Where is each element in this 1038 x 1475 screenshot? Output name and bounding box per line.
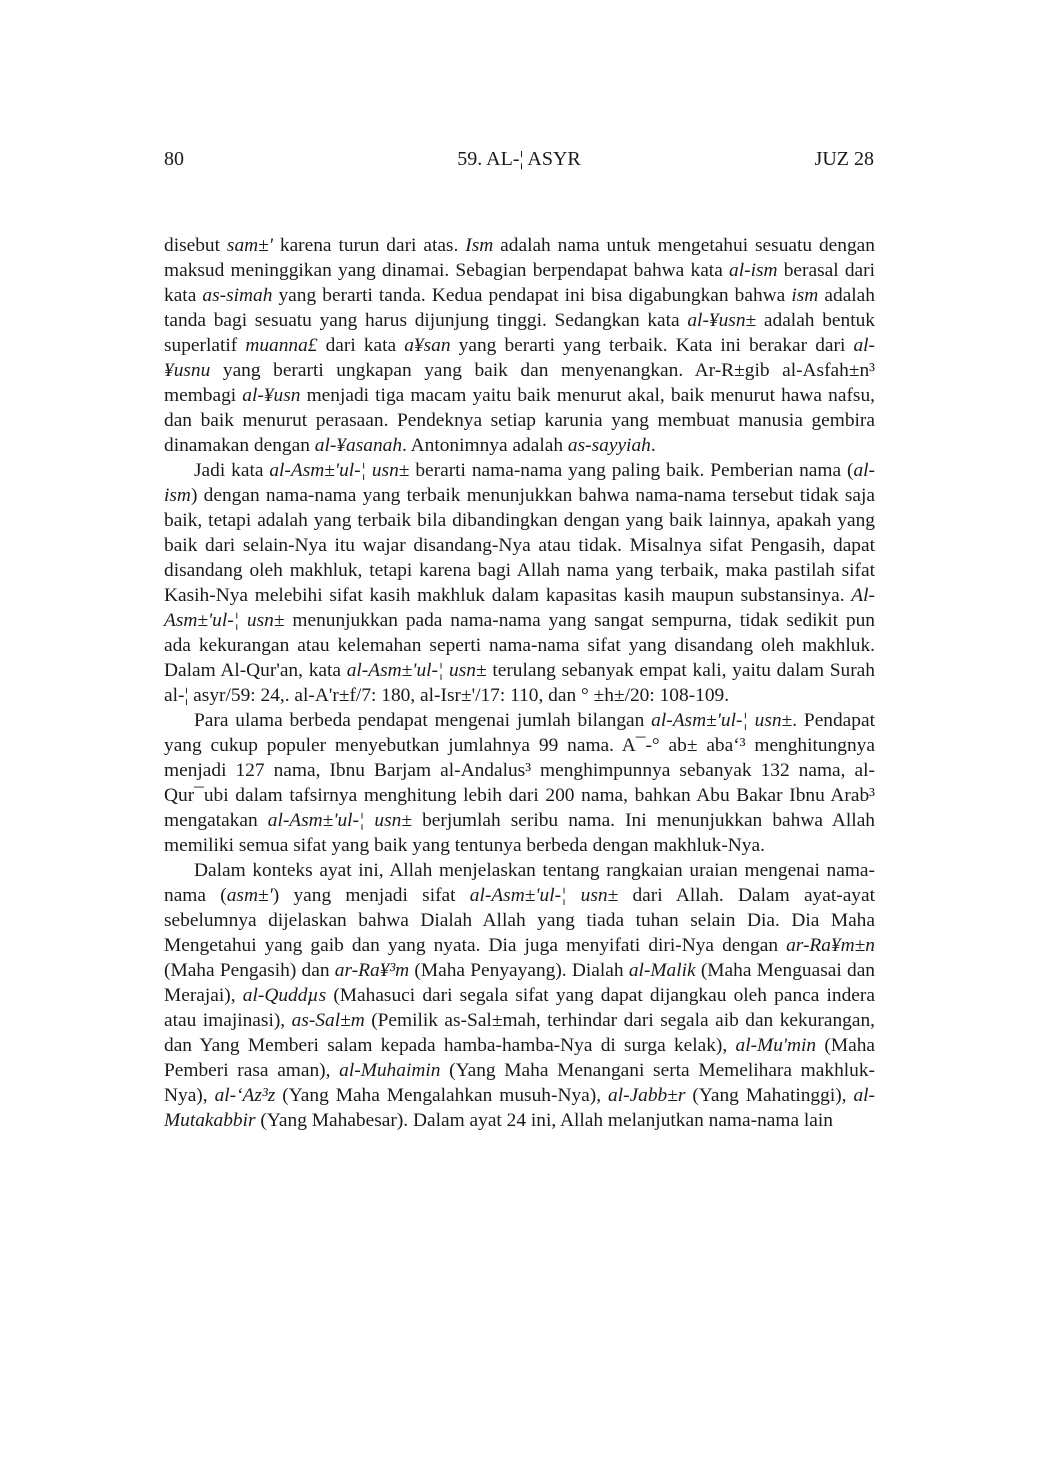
text-run: menjadi tiga macam yaitu baik menurut akal, baik menurut hawa nafsu, dan baik menurut perasaan. Pendeknya setiap karunia yang membuat manusia gembira dinamakan dengan [164,385,875,456]
italic-term: al-¥asanah [314,435,403,456]
italic-term: al-Jabb±r [608,1085,686,1106]
text-run: yang berarti yang terbaik. Kata ini berakar dari [450,335,854,356]
text-run: (Maha Pemberi rasa aman), [164,1035,875,1081]
text-run: adalah bentuk superlatif [164,310,875,356]
text-run: Para ulama berbeda pendapat mengenai jumlah bilangan [194,710,652,731]
italic-term: al-Asm±'ul-¦ usn± [269,460,410,481]
italic-term: a¥san [404,335,451,356]
italic-term: al-Asm±'ul-¦ usn± [651,710,793,731]
text-run: menunjukkan pada nama-nama yang sangat sempurna, tidak sedikit pun ada kekurangan atau kelemahan seperti nama-nama sifat yang disandang oleh makhluk. Dalam Al-Qur'an, kata [164,610,876,681]
italic-term: al-¥usnu [164,335,875,381]
text-run: (Maha Pengasih) dan [164,960,335,981]
italic-term: al-¥usn [242,385,301,406]
text-run: terulang sebanyak empat kali, yaitu dalam Surah al-¦ asyr/59: 24,. al-A'r±f/7: 180, al-Isr±'/17: 110, dan ° ±h±/20: 108-109. [164,660,875,706]
text-run: Dalam konteks ayat ini, Allah menjelaskan tentang rangkaian uraian mengenai nama-nama ( [164,860,875,906]
text-run: yang berarti tanda. Kedua pendapat ini bisa digabungkan bahwa [272,285,792,306]
text-run: Jadi kata [194,460,270,481]
surah-title: 59. AL-¦ ASYR [457,148,581,170]
page-header [164,146,874,172]
italic-term: ar-Ra¥³m [334,960,410,981]
text-run: . Antonimnya adalah [402,435,568,456]
page-number: 80 [164,148,184,170]
italic-term: ism [791,285,819,306]
paragraph [164,708,875,858]
italic-term: muanna£ [245,335,318,356]
text-run: dari Allah. Dalam ayat-ayat sebelumnya dijelaskan bahwa Dialah Allah yang tiada tuhan selain Dia. Dia Maha Mengetahui yang gaib dan yang nyata. Dia juga menyifati diri-Nya dengan [164,885,876,956]
text-run: berasal dari kata [164,260,876,306]
text-run: adalah nama untuk mengetahui sesuatu dengan maksud meninggikan yang dinamai. Sebagian berpendapat bahwa kata [164,235,875,281]
text-run: ) yang menjadi sifat [272,885,470,906]
text-run: berarti nama-nama yang paling baik. Pemberian nama ( [409,460,854,481]
text-run: (Yang Maha Menangani serta Memelihara makhluk-Nya), [164,1060,875,1106]
italic-term: asm±' [226,885,273,906]
italic-term: al-¥usn± [687,310,757,331]
italic-term: al-Muhaimin [339,1060,441,1081]
text-run: disebut [164,235,227,256]
italic-term: as-sayyiah [567,435,651,456]
italic-term: Al-Asm±'ul-¦ usn± [164,585,875,631]
italic-term: al-ism [164,460,875,506]
italic-term: al-Asm±'ul-¦ usn± [469,885,619,906]
italic-term: as-simah [202,285,273,306]
paragraph [164,458,875,708]
text-run: . [650,435,656,456]
paragraph [164,858,875,1133]
italic-term: al-Asm±'ul-¦ usn± [346,660,487,681]
text-run: (Maha Menguasai dan Merajai), [164,960,875,1006]
italic-term: al-ism [729,260,778,281]
italic-term: as-Sal±m [291,1010,365,1031]
italic-term: al-‘Az³z [214,1085,276,1106]
text-run: (Pemilik as-Sal±mah, terhindar dari segala aib dan kekurangan, dan Yang Memberi salam kepada hamba-hamba-Nya di surga kelak), [164,1010,875,1056]
text-run: berjumlah seribu nama. Ini menunjukkan bahwa Allah memiliki semua sifat yang baik yang tentunya berbeda dengan makhluk-Nya. [164,810,875,856]
text-run: karena turun dari atas. [272,235,466,256]
text-run: (Maha Penyayang). Dialah [409,960,629,981]
text-run: ) dengan nama-nama yang terbaik menunjukkan bahwa nama-nama tersebut tidak saja baik, tetapi adalah yang terbaik bila dibandingkan dengan yang baik lainnya, apakah yang baik dari selain-Nya itu wajar disandang-Nya atau tidak. Misalnya sifat Pengasih, dapat disandang oleh makhluk, tetapi karena bagi Allah nama yang terbaik, maka pastilah sifat Kasih-Nya melebihi sifat kasih makhluk dalam kapasitas kasih maupun substansinya. [164,485,875,606]
italic-term: al-Malik [628,960,696,981]
italic-term: al-Asm±'ul-¦ usn± [267,810,412,831]
text-run: . Pendapat yang cukup populer menyebutkan jumlahnya 99 nama. A¯-° ab± aba‘³ menghitungnya menjadi 127 nama, Ibnu Barjam al-Andalus³ menghimpunnya sebanyak 132 nama, al-Qur¯ubi dalam tafsirnya menghitung lebih dari 200 nama, bahkan Abu Bakar Ibnu Arab³ mengatakan [164,710,875,831]
text-run: yang berarti ungkapan yang baik dan menyenangkan. Ar-R±gib al-Asfah±n³ membagi [164,360,875,406]
paragraph [164,233,875,458]
text-run: (Yang Mahabesar). Dalam ayat 24 ini, Allah melanjutkan nama-nama lain [255,1110,833,1131]
italic-term: al-Mu'min [735,1035,817,1056]
text-run: (Yang Maha Mengalahkan musuh-Nya), [275,1085,608,1106]
text-run: (Yang Mahatinggi), [685,1085,854,1106]
italic-term: al-Quddµs [242,985,327,1006]
text-run: (Mahasuci dari segala sifat yang dapat dijangkau oleh panca indera atau imajinasi), [164,985,875,1031]
italic-term: al-Mutakabbir [164,1085,876,1131]
text-run: adalah tanda bagi sesuatu yang harus dijunjung tinggi. Sedangkan kata [164,285,875,331]
juz-label: JUZ 28 [814,148,874,170]
italic-term: sam±' [226,235,273,256]
text-run: dari kata [317,335,405,356]
body-text [164,233,875,1133]
italic-term: Ism [465,235,494,256]
italic-term: ar-Ra¥m±n [786,935,875,956]
